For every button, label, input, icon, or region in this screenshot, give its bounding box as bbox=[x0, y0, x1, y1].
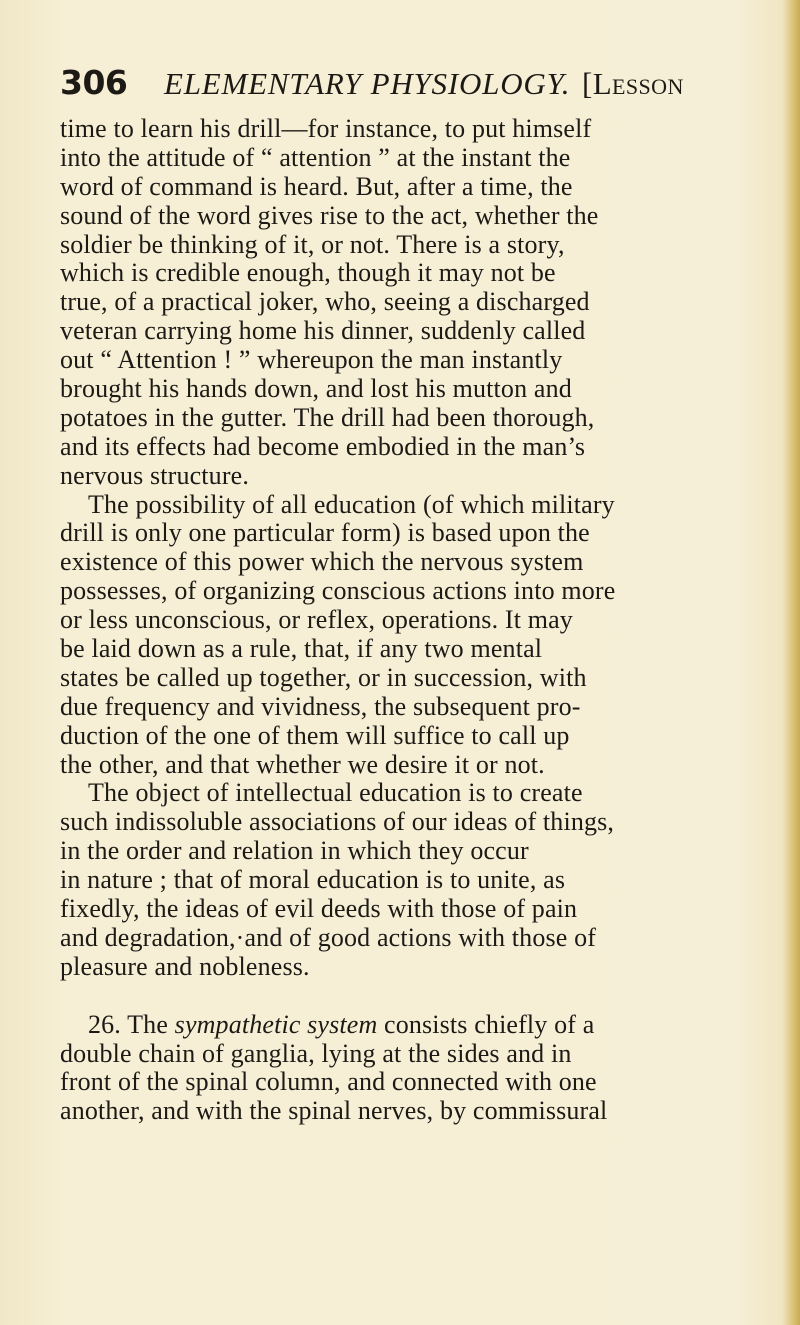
text-line: such indissoluble associations of our ideas of things, bbox=[60, 807, 615, 837]
text-line: true, of a practical joker, who, seeing a discharged bbox=[60, 287, 590, 317]
text-line: double chain of ganglia, lying at the sides and in bbox=[60, 1038, 572, 1068]
text-line: drill is only one particular form) is based upon the bbox=[60, 518, 590, 548]
text-line: The object of intellectual education is to create bbox=[88, 778, 583, 808]
text-line: word of command is heard. But, after a time, the bbox=[60, 171, 573, 201]
text-line: veteran carrying home his dinner, suddenly called bbox=[60, 316, 586, 346]
text-line: soldier be thinking of it, or not. There is a story, bbox=[60, 229, 565, 259]
text-line: and its effects had become embodied in the man’s bbox=[60, 431, 586, 461]
text-line: The possibility of all education (of which military bbox=[88, 489, 615, 519]
text-line: another, and with the spinal nerves, by commissural bbox=[60, 1096, 608, 1126]
page-edge-shading bbox=[782, 0, 800, 1325]
running-title: ELEMENTARY PHYSIOLOGY. bbox=[164, 66, 571, 101]
running-section: [Lesson bbox=[582, 66, 684, 101]
text-line: states be called up together, or in succession, with bbox=[60, 662, 587, 692]
section-term: sympathetic system bbox=[174, 1009, 378, 1039]
text-line: fixedly, the ideas of evil deeds with those of pain bbox=[60, 894, 578, 924]
body-text bbox=[60, 115, 780, 1126]
text-line: brought his hands down, and lost his mutton and bbox=[60, 374, 572, 404]
text-line: in nature ; that of moral education is to unite, as bbox=[60, 865, 566, 895]
text-line: nervous structure. bbox=[60, 460, 249, 490]
paragraph-gap bbox=[60, 982, 780, 1011]
text-line: pleasure and nobleness. bbox=[60, 951, 310, 981]
section-number: 26. bbox=[88, 1009, 121, 1039]
text-line: in the order and relation in which they occur bbox=[60, 836, 529, 866]
text-line: possesses, of organizing conscious actions into more bbox=[60, 576, 616, 606]
text-line: due frequency and vividness, the subsequent pro- bbox=[60, 691, 581, 721]
text-line: duction of the one of them will suffice to call up bbox=[60, 720, 570, 750]
text-line: existence of this power which the nervous system bbox=[60, 547, 584, 577]
text-line: the other, and that whether we desire it or not. bbox=[60, 749, 545, 779]
text-line: front of the spinal column, and connected with one bbox=[60, 1067, 597, 1097]
section-first-line-rest: consists chiefly of a bbox=[384, 1009, 595, 1039]
section-26-first-line bbox=[60, 1011, 780, 1040]
text-line: time to learn his drill—for instance, to put himself bbox=[60, 114, 592, 143]
text-line: which is credible enough, though it may not be bbox=[60, 258, 556, 288]
section-lead: The bbox=[127, 1009, 169, 1039]
text-line: into the attitude of “ attention ” at the instant the bbox=[60, 142, 571, 172]
text-line: out “ Attention ! ” whereupon the man instantly bbox=[60, 345, 563, 375]
text-line: be laid down as a rule, that, if any two mental bbox=[60, 634, 543, 664]
text-line: potatoes in the gutter. The drill had been thorough, bbox=[60, 402, 595, 432]
running-header bbox=[60, 62, 780, 104]
text-line: sound of the word gives rise to the act, whether the bbox=[60, 200, 599, 230]
page-number: 306 bbox=[60, 63, 128, 102]
text-line: and degradation,·and of good actions with those of bbox=[60, 922, 597, 952]
text-line: or less unconscious, or reflex, operations. It may bbox=[60, 605, 573, 635]
